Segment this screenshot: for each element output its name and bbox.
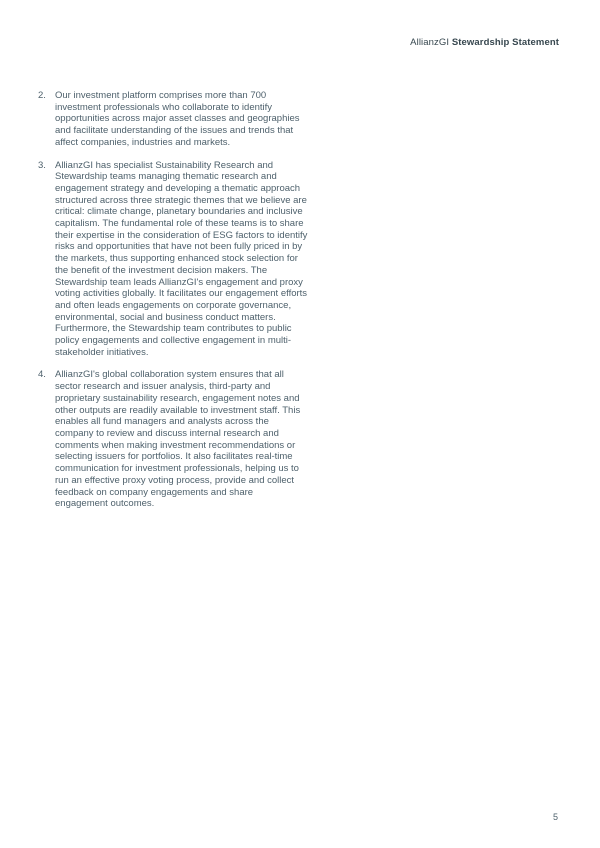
list-item-text: Our investment platform comprises more than 700 investment professionals who collaborate to identify opportunities across major asset classes and geographies and facilitate understanding of the issues and trends that affect companies, industries and markets. bbox=[55, 90, 300, 148]
page-number: 5 bbox=[552, 812, 558, 822]
list-item-number: 2. bbox=[38, 90, 46, 101]
page-header bbox=[410, 37, 559, 48]
brand-name: AllianzGI bbox=[410, 37, 450, 48]
body-content bbox=[38, 90, 308, 521]
list-item-text: AllianzGI's global collaboration system ensures that all sector research and issuer analysis, third-party and proprietary sustainability research, engagement notes and other outputs are readily available to investment staff. This enables all fund managers and analysts across the company to review and discuss internal research and comments when making investment recommendations or selecting issuers for portfolios. It also facilitates real-time communication for investment professionals, helping us to run an effective proxy voting process, provide and collect feedback on company engagements and share engagement outcomes. bbox=[55, 369, 301, 510]
list-item bbox=[38, 160, 308, 359]
list-item-number: 3. bbox=[38, 159, 46, 171]
list-item bbox=[38, 90, 308, 149]
list-item bbox=[38, 369, 308, 509]
list-item-text: AllianzGI has specialist Sustainability Research and Stewardship teams managing thematic research and engagement strategy and developing a thematic approach structured across three strategic themes that we believe are critical: climate change, planetary boundaries and inclusive capitalism. The fundamental role of these teams is to share their expertise in the consideration of ESG factors to identify risks and opportunities that have not been fully priced in by the markets, thus supporting enhanced stock selection for the benefit of the investment decision makers. The Stewardship team leads AllianzGI's engagement and proxy voting activities globally. It facilitates our engagement efforts and often leads engagements on corporate governance, environmental, social and business conduct matters. Furthermore, the Stewardship team contributes to public policy engagements and collective engagement in multi-stakeholder initiatives. bbox=[55, 159, 308, 358]
document-title: Stewardship Statement bbox=[451, 37, 559, 48]
list-item-number: 4. bbox=[38, 369, 46, 381]
